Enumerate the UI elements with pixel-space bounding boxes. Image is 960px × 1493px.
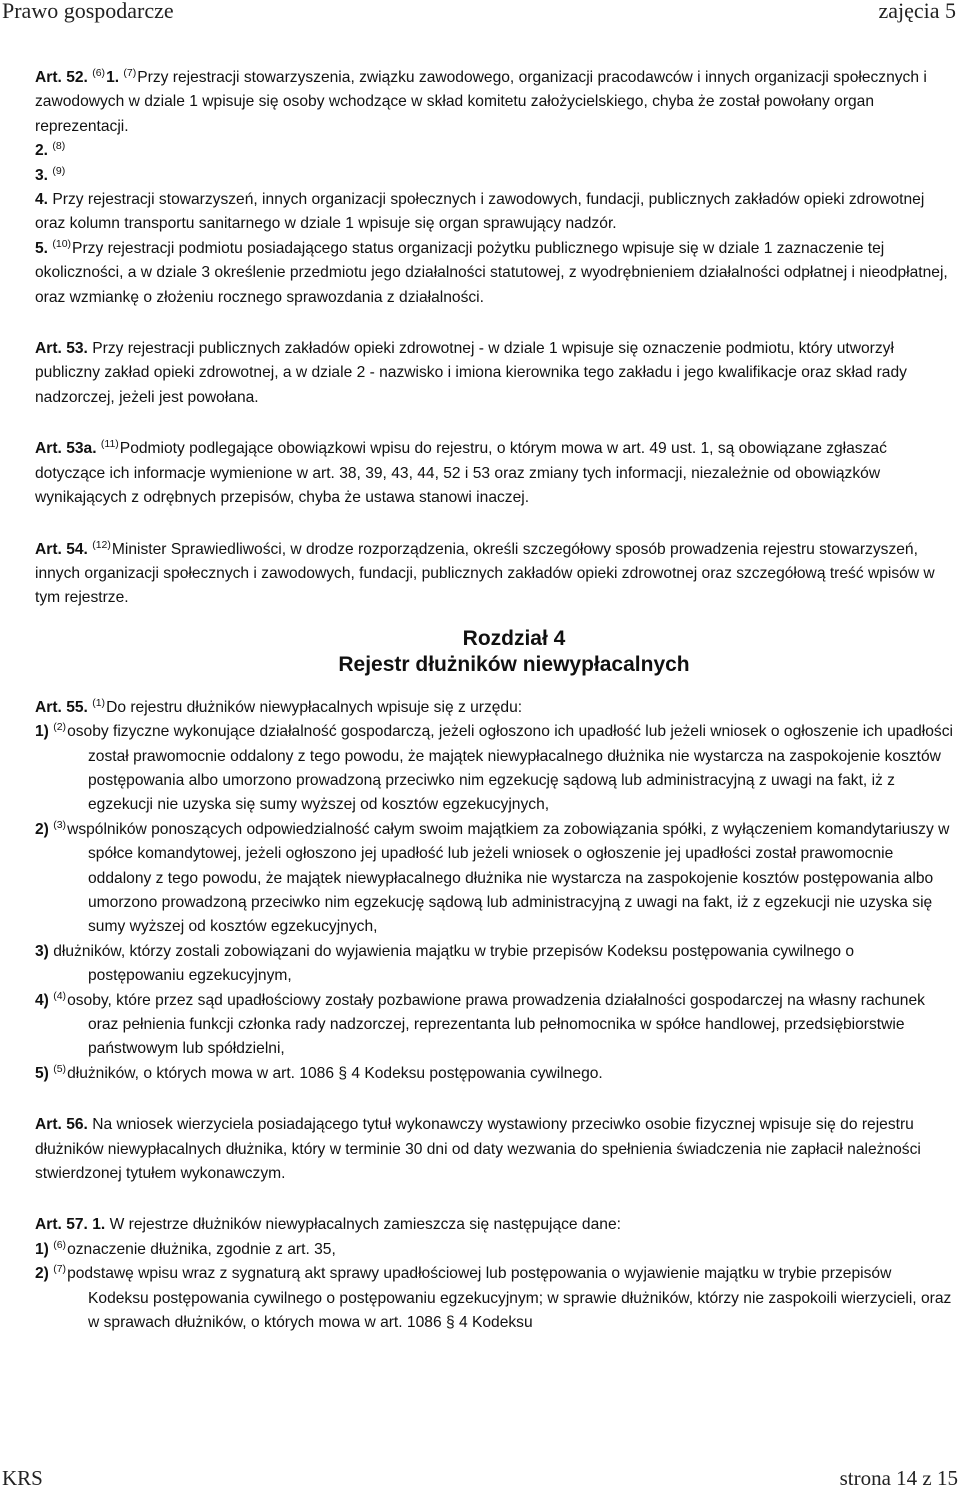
- footnote-ref: (9): [52, 164, 66, 177]
- header-title: Prawo gospodarcze: [2, 0, 174, 23]
- art52-text-1: Przy rejestracji stowarzyszenia, związku zawodowego, organizacji pracodawców i innych organizacji społecznych i zawodowych w dziale 1 wpisuje się osoby wchodzące w skład komitetu założycielskiego, chyba że został powołany organ reprezentacji.: [35, 69, 927, 135]
- footnote-ref: (11): [100, 438, 119, 451]
- art55-intro: [35, 696, 953, 720]
- art52-paragraph-4: [35, 188, 953, 237]
- art56-label: Art. 56.: [35, 1116, 88, 1134]
- list-item: [35, 720, 953, 818]
- list-item-number: 1): [35, 723, 49, 741]
- footnote-ref: (7): [53, 1263, 67, 1276]
- art52-num3: 3.: [35, 166, 49, 184]
- list-item-text: dłużników, którzy zostali zobowiązani do wyjawienia majątku w trybie przepisów Kodeksu postępowania cywilnego o postępowaniu egzekucyjnym,: [53, 942, 855, 985]
- art54-label: Art. 54.: [35, 540, 88, 558]
- list-item-text: podstawę wpisu wraz z sygnaturą akt sprawy upadłościowej lub postępowania o wyjawienie majątku w trybie przepisów Kodeksu postępowania cywilnego o postępowaniu egzekucyjnym; w sprawie dłużników, którzy nie zaspokoili wierzycieli, oraz w sprawach dłużników, o których mowa w art. 1086 § 4 Kodeksu: [67, 1265, 952, 1332]
- list-item-text: oznaczenie dłużnika, zgodnie z art. 35,: [67, 1240, 336, 1258]
- art56-text: Na wniosek wierzyciela posiadającego tytuł wykonawczy wystawiony przeciwko osobie fizycznej wpisuje się do rejestru dłużników niewypłacalnych dłużnika, który w terminie 30 dni od daty wezwania do spełnienia świadczenia nie zapłacił należności stwierdzonej tytułem wykonawczym.: [35, 1116, 921, 1183]
- art52-paragraph-2: [35, 139, 953, 163]
- art53-label: Art. 53.: [35, 340, 88, 358]
- list-item-text: osoby, które przez sąd upadłościowy zostały pozbawione prawa prowadzenia działalności gospodarczej na własny rachunek oraz pełnienia funkcji członka rady nadzorczej, reprezentanta lub pełnomocnika w spółce handlowej, przedsiębiorstwie państwowym lub spółdzielni,: [67, 991, 925, 1058]
- art52-num2: 2.: [35, 142, 49, 160]
- footer-label: KRS: [2, 1466, 43, 1490]
- page-header: [0, 0, 960, 28]
- art57-intro-text: W rejestrze dłużników niewypłacalnych zamieszcza się następujące dane:: [109, 1216, 621, 1234]
- art57-label: Art. 57.: [35, 1216, 88, 1234]
- footnote-ref: (5): [53, 1062, 67, 1075]
- list-item: [35, 1262, 953, 1335]
- list-item: [35, 818, 953, 940]
- art53-paragraph: [35, 337, 953, 410]
- list-item-text: osoby fizyczne wykonujące działalność gospodarczą, jeżeli ogłoszono ich upadłość lub jeżeli wniosek o ogłoszenie ich upadłości został prawomocnie oddalony z tego powodu, że majątek niewypłacalnego dłużnika nie wystarcza na zaspokojenie kosztów postępowania albo umorzono prowadzoną przeciwko nim egzekucję sądową lub administracyjną z uwagi na fakt, iż z egzekucji nie uzyska się sumy wyższej od kosztów egzekucyjnych,: [67, 723, 953, 814]
- art57-intro: [35, 1213, 953, 1237]
- art55-intro-text: Do rejestru dłużników niewypłacalnych wpisuje się z urzędu:: [106, 698, 523, 716]
- page-footer: [0, 1466, 960, 1493]
- footnote-ref: (2): [53, 721, 67, 734]
- footnote-ref: (10): [52, 237, 72, 250]
- footnote-ref: (4): [53, 989, 67, 1002]
- list-item: [35, 1062, 953, 1086]
- art54-paragraph: [35, 538, 953, 611]
- art53a-label: Art. 53a.: [35, 440, 97, 458]
- art52-num1: 1.: [106, 69, 120, 86]
- list-item-number: 2): [35, 1265, 49, 1283]
- list-item-number: 5): [35, 1064, 49, 1082]
- art56-paragraph: [35, 1113, 953, 1186]
- page-number: strona 14 z 15: [839, 1466, 958, 1490]
- header-session: zajęcia 5: [878, 0, 956, 23]
- document-body: [35, 66, 953, 1335]
- art55-label: Art. 55.: [35, 698, 88, 716]
- footnote-ref: (12): [92, 538, 111, 551]
- art52-label: Art. 52.: [35, 69, 88, 86]
- chapter-number: Rozdział 4: [462, 626, 566, 650]
- art53a-text: Podmioty podlegające obowiązkowi wpisu do rejestru, o którym mowa w art. 49 ust. 1, są obowiązane zgłaszać dotyczące ich informacje wymienione w art. 38, 39, 43, 44, 52 i 53 oraz zmiany tych informacji, niezależnie od obowiązków wynikających z odrębnych przepisów, chyba że ustawa stanowi inaczej.: [35, 440, 887, 507]
- footnote-ref: (8): [52, 140, 66, 153]
- list-item-text: wspólników ponoszących odpowiedzialność całym swoim majątkiem za zobowiązania spółki, z wyłączeniem komandytariuszy w spółce komandytowej, jeżeli ogłoszono jej upadłość lub jeżeli wniosek o ogłoszenie jej upadłości został prawomocnie oddalony z tego powodu, że majątek niewypłacalnego dłużnika nie wystarcza na zaspokojenie kosztów postępowania albo umorzono prowadzoną przeciwko nim egzekucję sądową lub administracyjną z uwagi na fakt, iż z egzekucji nie uzyska się sumy wyższej od kosztów egzekucyjnych,: [67, 820, 950, 936]
- art52-text-4: Przy rejestracji stowarzyszeń, innych organizacji społecznych i zawodowych, fundacji, publicznych zakładów opieki zdrowotnej oraz kolumn transportu sanitarnego w dziale 1 wpisuje się organ sprawujący nadzór.: [35, 191, 925, 233]
- chapter-title: Rejestr dłużników niewypłacalnych: [338, 652, 690, 676]
- art57-num1: 1.: [92, 1216, 106, 1234]
- list-item-text: dłużników, o których mowa w art. 1086 § 4 Kodeksu postępowania cywilnego.: [67, 1064, 603, 1082]
- list-item-number: 3): [35, 942, 49, 960]
- footnote-ref: (3): [53, 818, 67, 831]
- art52-paragraph-1: [35, 66, 953, 139]
- art53a-paragraph: [35, 437, 953, 510]
- list-item-number: 1): [35, 1240, 49, 1258]
- list-item-number: 4): [35, 991, 49, 1009]
- footnote-ref: (6): [92, 67, 106, 79]
- art52-num5: 5.: [35, 239, 49, 257]
- list-item: [35, 989, 953, 1062]
- list-item: [35, 1238, 953, 1262]
- art52-text-5: Przy rejestracji podmiotu posiadającego status organizacji pożytku publicznego wpisuje się w dziale 1 zaznaczenie tej okoliczności, a w dziale 3 określenie przedmiotu jego działalności statutowej, z wyodrębnieniem działalności odpłatnej i nieodpłatnej, oraz wzmiankę o złożeniu rocznego sprawozdania z działalności.: [35, 239, 948, 306]
- list-item-number: 2): [35, 820, 49, 838]
- art53-text: Przy rejestracji publicznych zakładów opieki zdrowotnej - w dziale 1 wpisuje się oznaczenie podmiotu, który utworzył publiczny zakład opieki zdrowotnej, a w dziale 2 - nazwisko i imiona kierownika tego zakładu i jego kwalifikacje oraz skład rady nadzorczej, jeżeli jest powołana.: [35, 340, 907, 406]
- footnote-ref: (1): [92, 696, 106, 709]
- art52-num4: 4.: [35, 191, 49, 209]
- list-item: [35, 940, 953, 989]
- footnote-ref: (6): [53, 1238, 67, 1251]
- art52-paragraph-3: [35, 164, 953, 188]
- art52-paragraph-5: [35, 237, 953, 310]
- art54-text: Minister Sprawiedliwości, w drodze rozporządzenia, określi szczegółowy sposób prowadzenia rejestru stowarzyszeń, innych organizacji społecznych i zawodowych, fundacji, publicznych zakładów opieki zdrowotnej oraz szczegółową treść wpisów w tym rejestrze.: [35, 540, 935, 607]
- chapter-heading: [35, 626, 953, 678]
- footnote-ref: (7): [123, 67, 137, 79]
